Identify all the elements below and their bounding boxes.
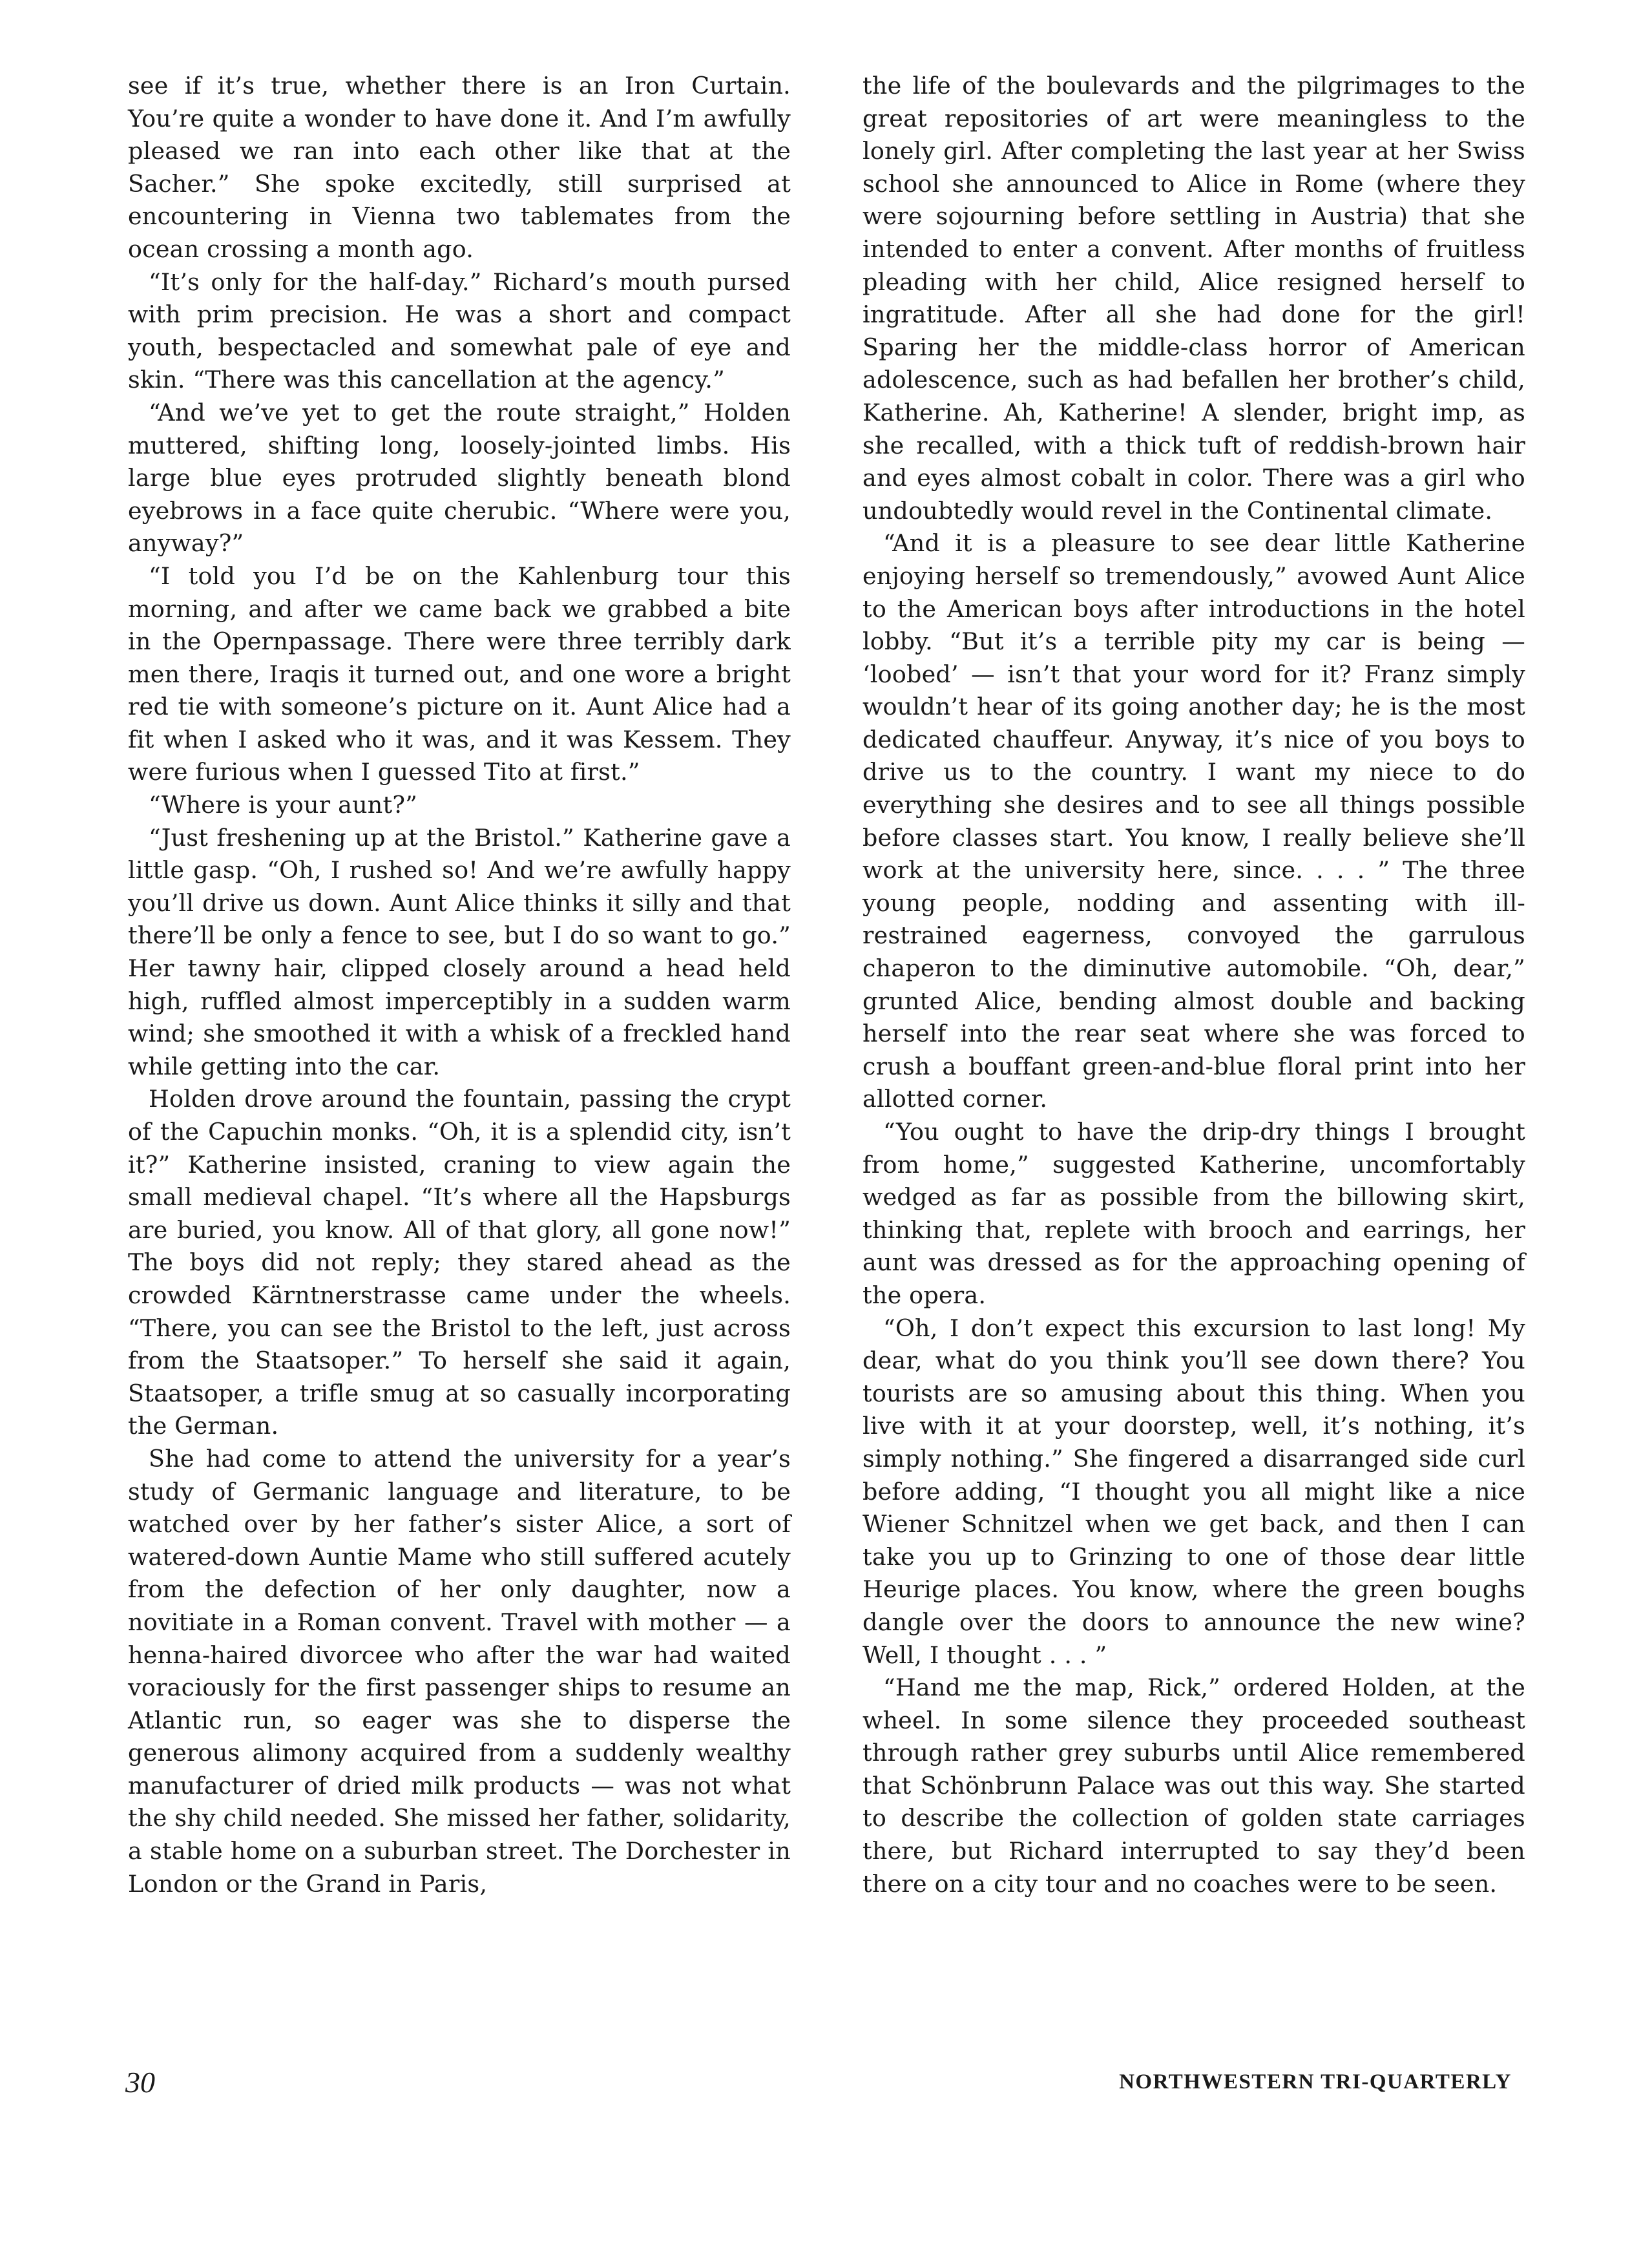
paragraph: She had come to attend the university for a year’s study of Germanic language and literature, to be watched over by her father’s sister Alice, a sort of watered-down Auntie Mame who still suffered acutely from the defection of her only daughter, now a novitiate in a Roman convent. Travel with mother — a henna-haired divorcee who after the war had waited voraciously for the first passenger ships to resume an Atlantic run, so eager was she to disperse the generous alimony acquired from a suddenly wealthy manufacturer of dried milk products — was not what the shy child needed. She missed her father, solidarity, a stable home on a suburban street. The Dorchester in London or the Grand in Paris, xyxy=(128,1444,791,1898)
left-column xyxy=(128,70,791,1900)
right-column xyxy=(862,70,1525,1900)
paragraph: the life of the boulevards and the pilgrimages to the great repositories of art were meaningless to the lonely girl. After completing the last year at her Swiss school she announced to Alice in Rome (where they were sojourning before settling in Austria) that she intended to enter a convent. After months of fruitless pleading with her child, Alice resigned herself to ingratitude. After all she had done for the girl! Sparing her the middle-class horror of American adolescence, such as had befallen her brother’s child, Katherine. Ah, Katherine! A slender, bright imp, as she recalled, with a thick tuft of reddish-brown hair and eyes almost cobalt in color. There was a girl who undoubtedly would revel in the Continental climate. xyxy=(862,72,1525,525)
paragraph: “You ought to have the drip-dry things I brought from home,” suggested Katherine, uncomfortably wedged as far as possible from the billowing skirt, thinking that, replete with brooch and earrings, her aunt was dressed as for the approaching opening of the opera. xyxy=(862,1118,1525,1309)
paragraph: see if it’s true, whether there is an Iron Curtain. You’re quite a wonder to have done it. And I’m awfully pleased we ran into each other like that at the Sacher.” She spoke excitedly, still surprised at encountering in Vienna two tablemates from the ocean crossing a month ago. xyxy=(128,72,791,263)
paragraph: “I told you I’d be on the Kahlenburg tour this morning, and after we came back we grabbed a bite in the Opernpassage. There were three terribly dark men there, Iraqis it turned out, and one wore a bright red tie with someone’s picture on it. Aunt Alice had a fit when I asked who it was, and it was Kessem. They were furious when I guessed Tito at first.” xyxy=(128,562,791,786)
paragraph: “And we’ve yet to get the route straight,” Holden muttered, shifting long, loosely-jointed limbs. His large blue eyes protruded slightly beneath blond eyebrows in a face quite cherubic. “Where were you, anyway?” xyxy=(128,398,791,558)
journal-title: NORTHWESTERN TRI-QUARTERLY xyxy=(1119,2070,1512,2094)
paragraph: Holden drove around the fountain, passing the crypt of the Capuchin monks. “Oh, it is a splendid city, isn’t it?” Katherine insisted, craning to view again the small medieval chapel. “It’s where all the Hapsburgs are buried, you know. All of that glory, all gone now!” The boys did not reply; they stared ahead as the crowded Kärntnerstrasse came under the wheels. “There, you can see the Bristol to the left, just across from the Staatsoper.” To herself she said it again, Staatsoper, a trifle smug at so casually incorporating the German. xyxy=(128,1085,791,1440)
page-number: 30 xyxy=(125,2066,155,2099)
paragraph: “Hand me the map, Rick,” ordered Holden, at the wheel. In some silence they proceeded southeast through rather grey suburbs until Alice remembered that Schönbrunn Palace was out this way. She started to describe the collection of golden state carriages there, but Richard interrupted to say they’d been there on a city tour and no coaches were to be seen. xyxy=(862,1674,1525,1898)
paragraph: “Where is your aunt?” xyxy=(149,791,417,819)
paragraph: “Oh, I don’t expect this excursion to last long! My dear, what do you think you’ll see down there? You tourists are so amusing about this thing. When you live with it at your doorstep, well, it’s nothing, it’s simply nothing.” She fingered a disarranged side curl before adding, “I thought you all might like a nice Wiener Schnitzel when we get back, and then I can take you up to Grinzing to one of those dear little Heurige places. You know, where the green boughs dangle over the doors to announce the new wine? Well, I thought . . . ” xyxy=(862,1314,1525,1669)
paragraph: “Just freshening up at the Bristol.” Katherine gave a little gasp. “Oh, I rushed so! And we’re awfully happy you’ll drive us down. Aunt Alice thinks it silly and that there’ll be only a fence to see, but I do so want to go.” Her tawny hair, clipped closely around a head held high, ruffled almost imperceptibly in a sudden warm wind; she smoothed it with a whisk of a freckled hand while getting into the car. xyxy=(128,823,791,1080)
paragraph: “It’s only for the half-day.” Richard’s mouth pursed with prim precision. He was a short and compact youth, bespectacled and somewhat pale of eye and skin. “There was this cancellation at the agency.” xyxy=(128,268,791,394)
paragraph: “And it is a pleasure to see dear little Katherine enjoying herself so tremendously,” avowed Aunt Alice to the American boys after introductions in the hotel lobby. “But it’s a terrible pity my car is being — ‘loobed’ — isn’t that your word for it? Franz simply wouldn’t hear of its going another day; he is the most dedicated chauffeur. Anyway, it’s nice of you boys to drive us to the country. I want my niece to do everything she desires and to see all things possible before classes start. You know, I really believe she’ll work at the university here, since. . . . ” The three young people, nodding and assenting with ill-restrained eagerness, convoyed the garrulous chaperon to the diminutive automobile. “Oh, dear,” grunted Alice, bending almost double and backing herself into the rear seat where she was forced to crush a bouffant green-and-blue floral print into her allotted corner. xyxy=(862,529,1525,1113)
